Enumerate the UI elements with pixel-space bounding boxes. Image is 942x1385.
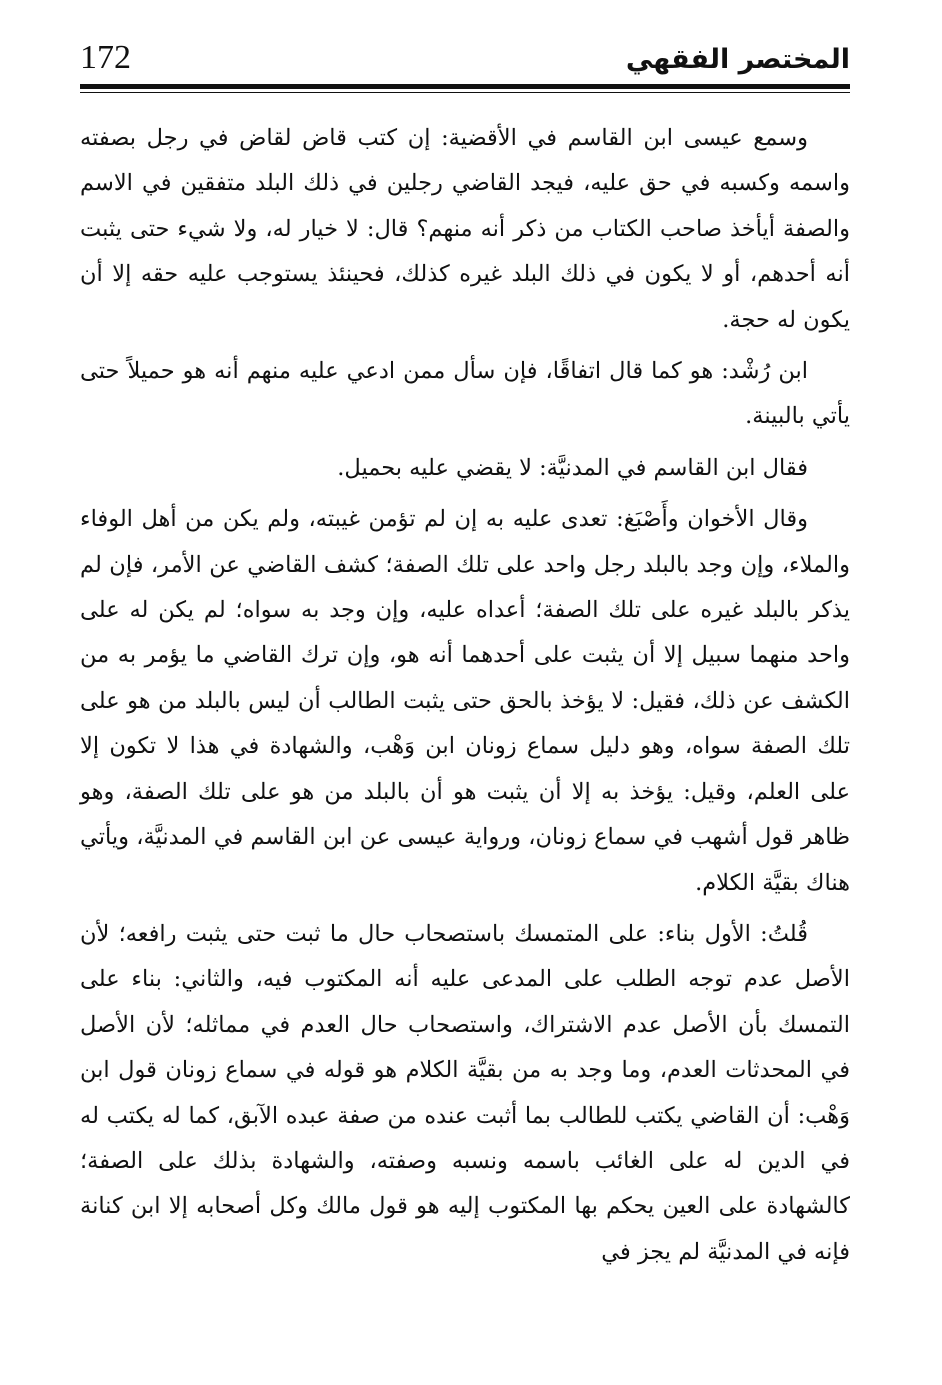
header-rule-thick: [80, 84, 850, 89]
paragraph-2: ابن رُشْد: هو كما قال اتفاقًا، فإن سأل ممن ادعي عليه منهم أنه هو حميلاً حتى يأتي بالبينة.: [80, 358, 850, 430]
body-text: [80, 116, 850, 1281]
paragraph-3: فقال ابن القاسم في المدنيَّة: لا يقضي عليه بحميل.: [337, 454, 808, 481]
paragraph-1: وسمع عيسى ابن القاسم في الأقضية: إن كتب قاض لقاض في رجل بصفته واسمه وكسبه في حق عليه، فيجد القاضي رجلين في ذلك البلد متفقين في الاسم والصفة أيأخذ صاحب الكتاب من ذكر أنه منهم؟ قال: لا خيار له، ولا شيء حتى يثبت أنه أحدهم، أو لا يكون في ذلك البلد غيره كذلك، فحينئذ يستوجب عليه حقه إلا أن يكون له حجة.: [80, 125, 850, 333]
running-title: المختصر الفقهي: [625, 44, 850, 75]
page-header: [80, 36, 850, 84]
page-number: 172: [80, 39, 131, 76]
header-rule-thin: [80, 92, 850, 93]
paragraph-4: وقال الأخوان وأَصْبَغ: تعدى عليه به إن لم تؤمن غيبته، ولم يكن من أهل الوفاء والملاء، وإن وجد بالبلد رجل واحد على تلك الصفة؛ كشف القاضي عن الأمر، فإن لم يذكر بالبلد غيره على تلك الصفة؛ أعداه عليه، وإن وجد به سواه؛ لم يكن له على واحد منهما سبيل إلا أن يثبت على أحدهما أنه هو، وإن ترك القاضي ما يؤمر به من الكشف عن ذلك، فقيل: لا يؤخذ بالحق حتى يثبت الطالب أن ليس بالبلد من هو على تلك الصفة سواه، وهو دليل سماع زونان ابن وَهْب، والشهادة في هذا لا تكون إلا على العلم، وقيل: يؤخذ به إلا أن يثبت هو أن بالبلد من هو على تلك الصفة، وهو ظاهر قول أشهب في سماع زونان، ورواية عيسى عن ابن القاسم في المدنيَّة، ويأتي هناك بقيَّة الكلام.: [80, 506, 850, 896]
paragraph-5: قُلتُ: الأول بناء: على المتمسك باستصحاب حال ما ثبت حتى يثبت رافعه؛ لأن الأصل عدم توجه الطلب على المدعى عليه أنه المكتوب فيه، والثاني: بناء على التمسك بأن الأصل عدم الاشتراك، واستصحاب حال العدم في مماثله؛ لأن الأصل في المحدثات العدم، وما وجد به من بقيَّة الكلام هو قوله في سماع زونان قول ابن وَهْب: أن القاضي يكتب للطالب بما أثبت عنده من صفة عبده الآبق، كما له يكتب له في الدين له على الغائب باسمه ونسبه وصفته، والشهادة بذلك على الصفة؛ كالشهادة على العين يحكم بها المكتوب إليه هو قول مالك وكل أصحابه إلا ابن كنانة فإنه في المدنيَّة لم يجز في: [80, 920, 850, 1265]
